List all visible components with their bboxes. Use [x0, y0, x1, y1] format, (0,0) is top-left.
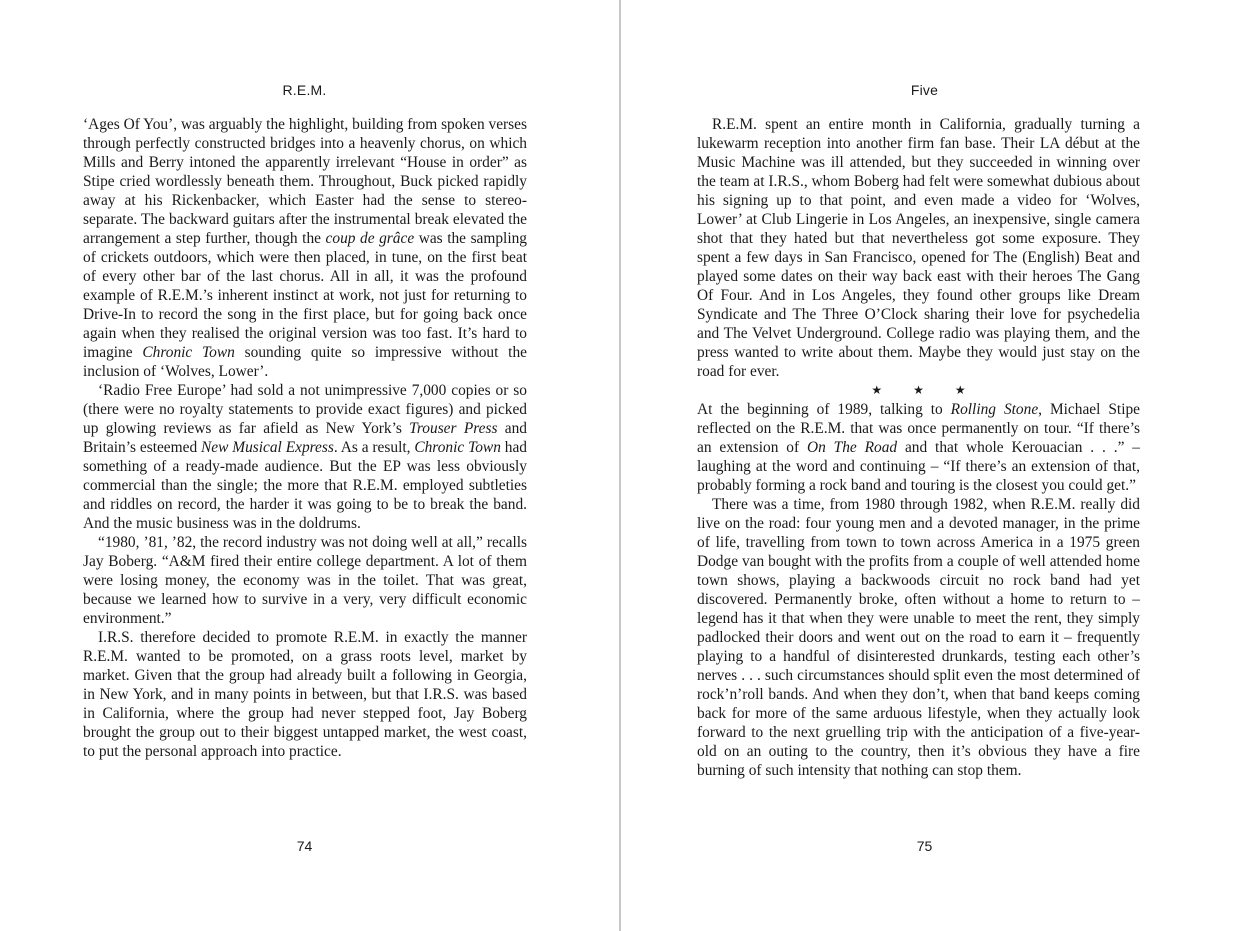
- body-paragraph: [697, 495, 1140, 780]
- left-page: [0, 0, 619, 931]
- paragraph-text: There was a time, from 1980 through 1982, when R.E.M. really did live on the road: four young men and a devoted manager, in the prime of life, travelling from town to town across America in a 1975 green Dodge van bought with the profits from a couple of well attended home town shows, playing a backwoods circuit no rock band had yet discovered. Permanently broke, often without a home to return to – legend has it that when they were unable to meet the rent, they simply padlocked their doors and went out on the road to earn it – frequently playing to a handful of disinterested drunkards, testing each other’s nerves . . . such circumstances should split even the most determined of rock’n’roll bands. And when they don’t, when that band keeps coming back for more of the same arduous lifestyle, when they actually look forward to the next gruelling trip with the anticipation of a five-year-old on an outing to the country, then it’s obvious they have a fire burning of such intensity that nothing can stop them.: [697, 496, 1140, 779]
- body-paragraph: [83, 381, 527, 533]
- paragraph-text: , Michael Stipe reflected on the R.E.M. that was once permanently on tour. “If there’s an extension of: [697, 401, 1140, 456]
- paragraph-text: had something of a ready-made audience. But the EP was less obviously commercial than the single; the more that R.E.M. employed subtleties and riddles on record, the harder it was going to be to break the band. And the music business was in the doldrums.: [83, 439, 528, 532]
- body-paragraph: [697, 115, 1140, 381]
- paragraph-text: ‘Ages Of You’, was arguably the highlight, building from spoken verses through perfectly constructed bridges into a heavenly chorus, on which Mills and Berry intoned the apparently irrelevant “House in order” as Stipe cried wordlessly beneath them. Throughout, Buck picked rapidly away at his Rickenbacker, which Easter had the sense to stereo-separate. The backward guitars after the instrumental break elevated the arrangement a step further, though the: [83, 116, 527, 247]
- italic-title: New Musical Express: [201, 439, 334, 456]
- paragraph-text: sounding quite so impressive without the inclusion of ‘Wolves, Lower’.: [83, 344, 527, 380]
- paragraph-text: . As a result,: [333, 439, 415, 456]
- body-paragraph: [83, 628, 527, 761]
- italic-title: Rolling Stone: [950, 401, 1039, 418]
- italic-title: Chronic Town: [414, 439, 501, 456]
- italic-title: coup de grâce: [325, 230, 415, 247]
- italic-title: Trouser Press: [409, 420, 498, 437]
- running-head-left: R.E.M.: [282, 82, 327, 98]
- section-break-stars: ★ ★ ★: [871, 383, 980, 397]
- paragraph-text: R.E.M. spent an entire month in California, gradually turning a lukewarm reception into another firm fan base. Their LA début at the Music Machine was ill attended, but they succeeded in winning over the team at I.R.S., whom Boberg had felt were somewhat dubious about his signing up to that point, and even made a video for ‘Wolves, Lower’ at Club Lingerie in Los Angeles, an inexpensive, single camera shot that they hated but that nevertheless got some exposure. They spent a few days in San Francisco, opened for The (English) Beat and played some dates on their way back east with their heroes The Gang Of Four. And in Los Angeles, they found other groups like Dream Syndicate and The Three O’Clock sharing their love for psychedelia and The Velvet Underground. College radio was playing them, and the press wanted to write about them. Maybe they would just stay on the road for ever.: [697, 116, 1140, 380]
- left-page-body: [83, 115, 527, 761]
- page-number-left: 74: [296, 838, 313, 854]
- body-paragraph: [697, 400, 1140, 495]
- paragraph-text: At the beginning of 1989, talking to: [697, 401, 951, 418]
- right-page-body: [697, 115, 1140, 780]
- paragraph-text: and Britain’s esteemed: [83, 420, 527, 456]
- paragraph-text: was the sampling of crickets outdoors, which were then placed, in tune, on the first beat of every other bar of the last chorus. All in all, it was the profound example of R.E.M.’s inherent instinct at work, not just for returning to Drive-In to record the song in the first place, but for going back once again when they realised the original version was too fast. It’s hard to imagine: [83, 230, 527, 361]
- page-number-right: 75: [916, 838, 933, 854]
- paragraph-text: I.R.S. therefore decided to promote R.E.M. in exactly the manner R.E.M. wanted to be promoted, on a grass roots level, market by market. Given that the group had already built a following in Georgia, in New York, and in many points in between, but that I.R.S. was based in California, where the group had never stepped foot, Jay Boberg brought the group out to their biggest untapped market, the west coast, to put the personal approach into practice.: [83, 629, 527, 760]
- paragraph-text: “1980, ’81, ’82, the record industry was not doing well at all,” recalls Jay Boberg. “A&M fired their entire college department. A lot of them were losing money, the economy was in the toilet. That was great, because we learned how to survive in a very, very difficult economic environment.”: [83, 534, 527, 627]
- body-paragraph: [83, 115, 527, 381]
- italic-title: Chronic Town: [142, 344, 235, 361]
- paragraph-text: ‘Radio Free Europe’ had sold a not unimpressive 7,000 copies or so (there were no royalty statements to provide exact figures) and picked up glowing reviews as far afield as New York’s: [83, 382, 527, 437]
- italic-title: On The Road: [806, 439, 898, 456]
- running-head-right: Five: [910, 82, 939, 98]
- right-page: [621, 0, 1240, 931]
- body-paragraph: [83, 533, 527, 628]
- paragraph-text: and that whole Kerouacian . . .” – laughing at the word and continuing – “If there’s an extension of that, probably forming a rock band and touring is the closest you could get.”: [697, 439, 1140, 494]
